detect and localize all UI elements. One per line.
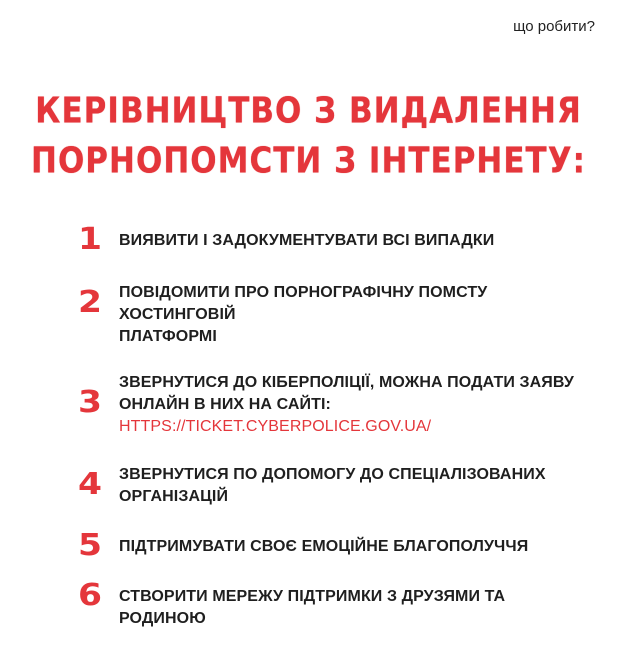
step-number: 5 (77, 528, 103, 563)
step-item (70, 578, 590, 630)
step-text (119, 282, 590, 348)
step-item (70, 372, 590, 438)
page-title (0, 86, 617, 186)
step-item (70, 528, 590, 563)
step-text-line: ПЛАТФОРМІ (119, 328, 217, 345)
step-text-line: СТВОРИТИ МЕРЕЖУ ПІДТРИМКИ З ДРУЗЯМИ ТА РОДИНОЮ (119, 588, 506, 627)
step-text (119, 464, 546, 508)
step-text (119, 230, 494, 252)
step-text (119, 372, 574, 438)
step-text-line: ЗВЕРНУТИСЯ ПО ДОПОМОГУ ДО СПЕЦІАЛІЗОВАНИХ (119, 466, 546, 483)
step-text-line: ПОВІДОМИТИ ПРО ПОРНОГРАФІЧНУ ПОМСТУ ХОСТИНГОВІЙ (119, 284, 488, 323)
step-number: 1 (77, 222, 103, 257)
step-number: 2 (77, 285, 103, 320)
step-text-line: ЗВЕРНУТИСЯ ДО КІБЕРПОЛІЦІЇ, МОЖНА ПОДАТИ ЗАЯВУ (119, 374, 574, 391)
cyberpolice-link[interactable]: HTTPS://TICKET.CYBERPOLICE.GOV.UA/ (119, 418, 432, 435)
title-line-1: КЕРІВНИЦТВО З ВИДАЛЕННЯ (35, 90, 582, 132)
step-text (119, 586, 590, 630)
title-line-2: ПОРНОПОМСТИ З ІНТЕРНЕТУ: (31, 140, 586, 182)
step-text-line: ПІДТРИМУВАТИ СВОЄ ЕМОЦІЙНЕ БЛАГОПОЛУЧЧЯ (119, 538, 529, 555)
step-item (70, 464, 590, 508)
steps-list (70, 222, 590, 630)
step-text-line: ВИЯВИТИ І ЗАДОКУМЕНТУВАТИ ВСІ ВИПАДКИ (119, 232, 495, 249)
step-text-line: ОРГАНІЗАЦІЙ (119, 488, 229, 505)
step-number: 4 (77, 467, 103, 502)
step-number: 6 (77, 578, 103, 613)
top-note: що робити? (513, 18, 595, 35)
step-text-line: ОНЛАЙН В НИХ НА САЙТІ: (119, 396, 331, 413)
step-item (70, 222, 590, 257)
step-text (119, 536, 528, 558)
step-item (70, 282, 590, 348)
step-number: 3 (77, 385, 103, 420)
